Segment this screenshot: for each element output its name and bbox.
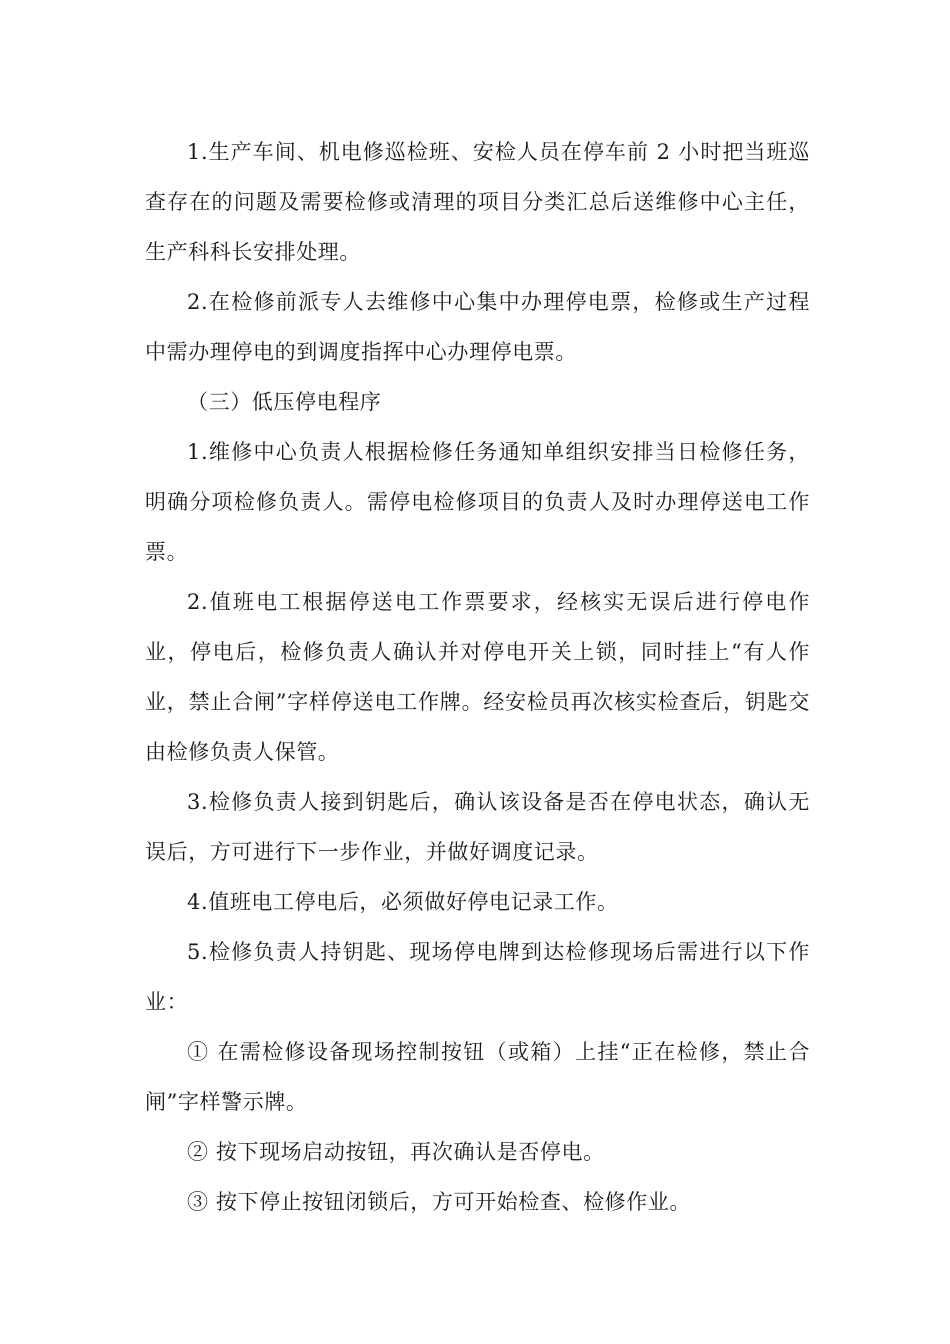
paragraph-confirm-status: 3.检修负责人接到钥匙后，确认该设备是否在停电状态，确认无误后，方可进行下一步作业，并做好调度记录。	[145, 790, 810, 864]
list-item-warning-sign: ① 在需检修设备现场控制按钮（或箱）上挂“正在检修，禁止合闸”字样警示牌。	[145, 1040, 810, 1114]
paragraph-power-off-lock: 2.值班电工根据停送电工作票要求，经核实无误后进行停电作业，停电后，检修负责人确认并对停电开关上锁，同时挂上“有人作业，禁止合闸”字样停送电工作牌。经安检员再次核实检查后，钥匙交由检修负责人保管。	[145, 590, 810, 764]
paragraph-patrol-report: 1.生产车间、机电修巡检班、安检人员在停车前 2 小时把当班巡查存在的问题及需要检修或清理的项目分类汇总后送维修中心主任，生产科科长安排处理。	[145, 140, 810, 264]
document-body	[145, 127, 810, 1227]
paragraph-task-assignment: 1.维修中心负责人根据检修任务通知单组织安排当日检修任务，明确分项检修负责人。需停电检修项目的负责人及时办理停送电工作票。	[145, 440, 810, 564]
list-item-start-button-check: ② 按下现场启动按钮，再次确认是否停电。	[187, 1140, 605, 1164]
section-heading-low-voltage: （三）低压停电程序	[187, 390, 382, 414]
paragraph-record-keeping: 4.值班电工停电后，必须做好停电记录工作。	[187, 890, 619, 914]
paragraph-site-operations: 5.检修负责人持钥匙、现场停电牌到达检修现场后需进行以下作业：	[145, 940, 810, 1014]
list-item-stop-button-lock: ③ 按下停止按钮闭锁后，方可开始检查、检修作业。	[187, 1190, 692, 1214]
paragraph-power-ticket: 2.在检修前派专人去维修中心集中办理停电票，检修或生产过程中需办理停电的到调度指挥中心办理停电票。	[145, 290, 810, 364]
